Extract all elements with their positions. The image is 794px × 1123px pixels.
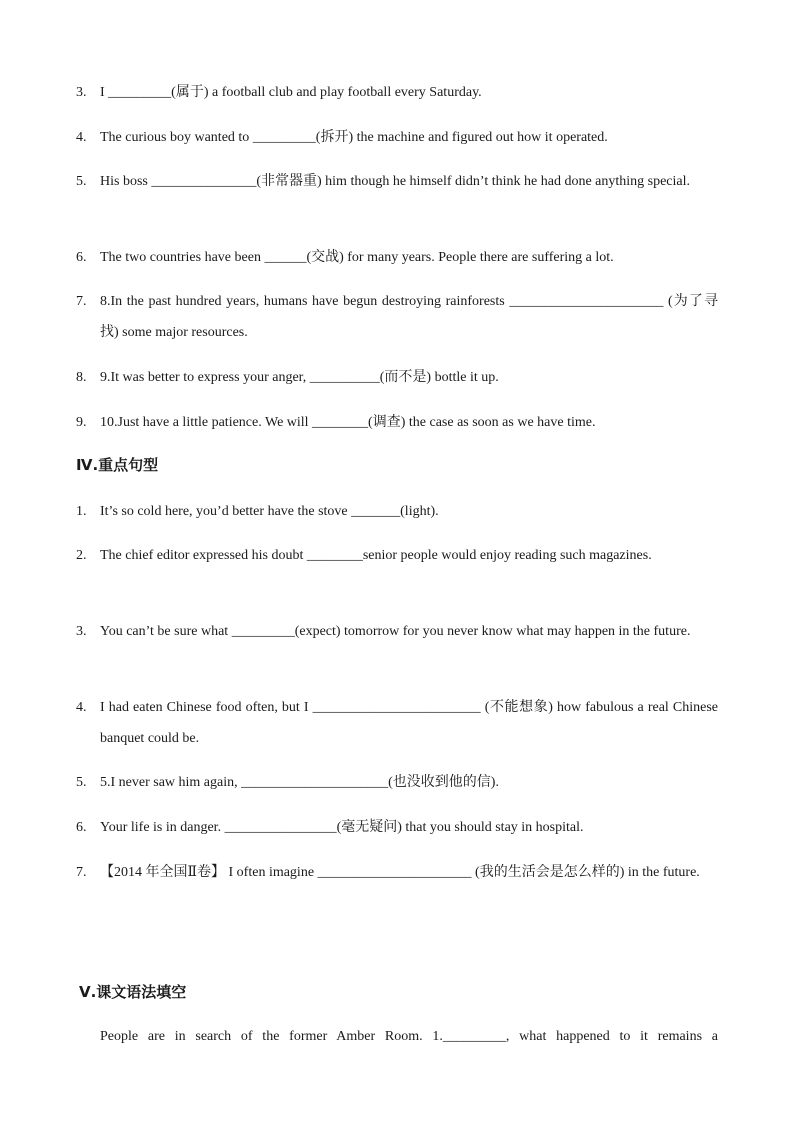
exercise-item bbox=[76, 692, 718, 754]
item-number: 7. bbox=[76, 865, 87, 880]
section-heading: Ⅴ.课文语法填空 bbox=[79, 983, 187, 1001]
exercise-item bbox=[76, 616, 718, 647]
item-number: 7. bbox=[76, 294, 87, 309]
exercise-item bbox=[76, 812, 718, 843]
item-number: 8. bbox=[76, 370, 87, 385]
item-text: Your life is in danger. ________________(毫无疑问) that you should stay in hospital. bbox=[100, 820, 584, 835]
section-heading: Ⅳ.重点句型 bbox=[76, 456, 159, 474]
item-text: His boss _______________(非常器重) him though he himself didn’t think he had done anything special. bbox=[100, 174, 691, 189]
item-number: 3. bbox=[76, 624, 87, 639]
item-text: It’s so cold here, you’d better have the stove _______(light). bbox=[100, 504, 439, 519]
item-text: 5.I never saw him again, _____________________(也没收到他的信). bbox=[100, 775, 499, 790]
item-text: I _________(属于) a football club and play football every Saturday. bbox=[100, 85, 482, 100]
item-number: 6. bbox=[76, 250, 87, 265]
exercise-item bbox=[76, 857, 718, 888]
item-text: The two countries have been ______(交战) for many years. People there are suffering a lot. bbox=[100, 250, 614, 265]
item-number: 3. bbox=[76, 85, 87, 100]
exercise-item bbox=[76, 166, 718, 197]
exercise-item bbox=[76, 122, 718, 153]
item-number: 6. bbox=[76, 820, 87, 835]
item-text: The chief editor expressed his doubt ________senior people would enjoy reading such magazines. bbox=[100, 548, 652, 563]
item-number: 4. bbox=[76, 700, 87, 715]
item-text: 9.It was better to express your anger, __________(而不是) bottle it up. bbox=[100, 370, 499, 385]
item-text: 10.Just have a little patience. We will ________(调查) the case as soon as we have time. bbox=[100, 415, 596, 430]
exercise-item bbox=[76, 362, 718, 393]
item-number: 5. bbox=[76, 174, 87, 189]
item-text: I had eaten Chinese food often, but I ________________________ (不能想象) how fabulous a real Chinese banquet could be. bbox=[100, 700, 718, 746]
exercise-item bbox=[76, 540, 718, 571]
exercise-item bbox=[76, 496, 718, 527]
item-number: 2. bbox=[76, 548, 87, 563]
cloze-paragraph: People are in search of the former Amber Room. 1._________, what happened to it remains a bbox=[100, 1029, 718, 1044]
item-number: 5. bbox=[76, 775, 87, 790]
exercise-item bbox=[76, 286, 718, 348]
exercise-item bbox=[76, 407, 718, 438]
item-number: 9. bbox=[76, 415, 87, 430]
item-text: You can’t be sure what _________(expect) tomorrow for you never know what may happen in the future. bbox=[100, 624, 691, 639]
item-text: The curious boy wanted to _________(拆开) the machine and figured out how it operated. bbox=[100, 130, 608, 145]
exercise-item bbox=[76, 77, 718, 108]
item-text: 【2014 年全国Ⅱ卷】 I often imagine ______________________ (我的生活会是怎么样的) in the future. bbox=[100, 865, 700, 880]
exercise-item bbox=[76, 242, 718, 273]
item-number: 4. bbox=[76, 130, 87, 145]
exercise-item bbox=[76, 767, 718, 798]
item-text: 8.In the past hundred years, humans have begun destroying rainforests ______________________ (为了寻找) some major resources. bbox=[100, 294, 718, 340]
item-number: 1. bbox=[76, 504, 87, 519]
